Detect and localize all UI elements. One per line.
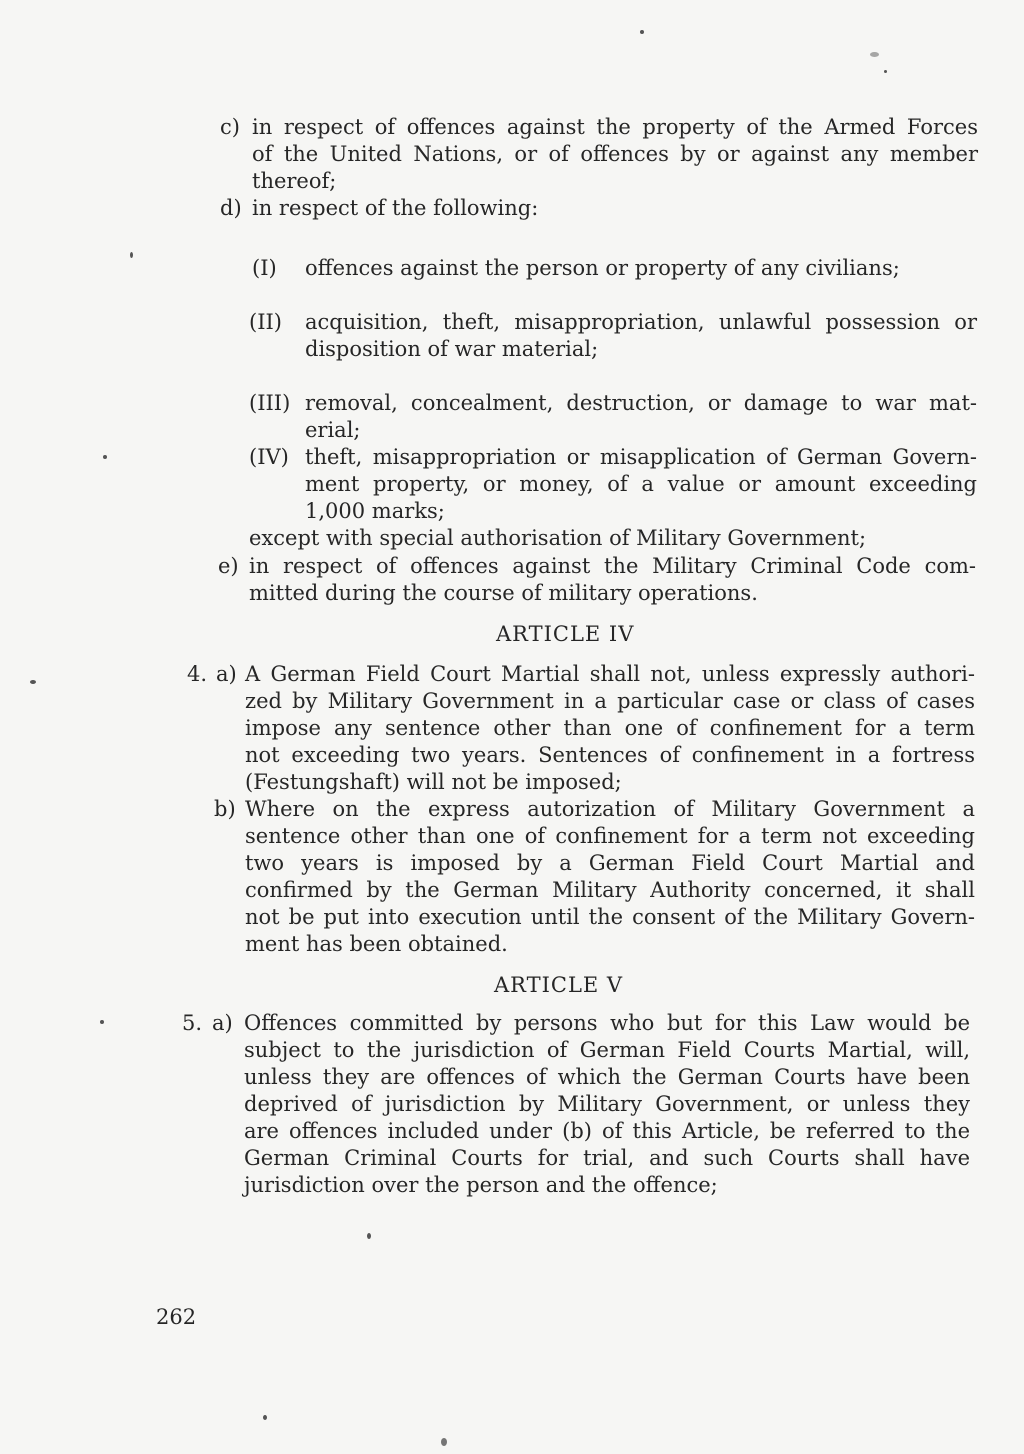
article-iv-heading: ARTICLE IV <box>496 622 635 646</box>
section-d-closing: except with special authorisation of Military Government; <box>249 526 867 550</box>
article-v-a-line-4: deprived of jurisdiction by Military Government, or unless they <box>244 1092 970 1116</box>
article-v-a-line-6: German Criminal Courts for trial, and such Courts shall have <box>244 1146 970 1170</box>
section-d-label: d) <box>220 196 242 220</box>
article-v-number: 5. <box>182 1011 203 1035</box>
section-e-label: e) <box>218 554 239 578</box>
article-v-a-label: a) <box>212 1011 233 1035</box>
item-ii-label: (II) <box>249 310 282 334</box>
article-iv-a-line-1: A German Field Court Martial shall not, unless expressly authori- <box>245 662 975 686</box>
article-iv-a-label: a) <box>216 662 237 686</box>
section-e-line-2: mitted during the course of military operations. <box>249 581 758 605</box>
article-iv-b-label: b) <box>214 797 236 821</box>
article-iv-a-line-3: impose any sentence other than one of confinement for a term <box>245 716 975 740</box>
item-iii-label: (III) <box>249 391 291 415</box>
item-i-line-1: offences against the person or property of any civilians; <box>305 256 900 280</box>
section-e-line-1: in respect of offences against the Military Criminal Code com- <box>249 554 976 578</box>
article-v-a-line-5: are offences included under (b) of this Article, be referred to the <box>244 1119 970 1143</box>
item-iii-line-2: erial; <box>305 418 361 442</box>
article-iv-b-line-2: sentence other than one of confinement for a term not exceeding <box>245 824 975 848</box>
article-v-heading: ARTICLE V <box>494 973 624 997</box>
item-iv-line-1: theft, misappropriation or misapplication of German Govern- <box>305 445 977 469</box>
item-i-label: (I) <box>252 256 277 280</box>
scan-speck <box>441 1438 447 1446</box>
item-iv-label: (IV) <box>249 445 289 469</box>
scan-speck <box>103 455 107 459</box>
article-v-a-line-7: jurisdiction over the person and the offence; <box>244 1173 718 1197</box>
scan-speck <box>367 1233 371 1239</box>
article-iv-b-line-1: Where on the express autorization of Military Government a <box>245 797 975 821</box>
article-iv-a-line-2: zed by Military Government in a particular case or class of cases <box>245 689 975 713</box>
article-iv-b-line-6: ment has been obtained. <box>245 932 508 956</box>
item-iv-line-3: 1,000 marks; <box>305 499 445 523</box>
scan-speck <box>870 52 879 57</box>
article-iv-a-line-5: (Festungshaft) will not be imposed; <box>245 770 622 794</box>
article-v-a-line-2: subject to the jurisdiction of German Field Courts Martial, will, <box>244 1038 970 1062</box>
article-iv-b-line-4: confirmed by the German Military Authority concerned, it shall <box>245 878 975 902</box>
section-c-line-2: of the United Nations, or of offences by or against any member <box>252 142 978 166</box>
scan-speck <box>130 252 133 258</box>
scan-speck <box>884 70 887 73</box>
item-iv-line-2: ment property, or money, of a value or amount exceeding <box>305 472 977 496</box>
article-iv-b-line-5: not be put into execution until the consent of the Military Govern- <box>245 905 975 929</box>
item-iii-line-1: removal, concealment, destruction, or damage to war mat- <box>305 391 977 415</box>
article-v-a-line-3: unless they are offences of which the German Courts have been <box>244 1065 970 1089</box>
scan-speck <box>263 1415 267 1420</box>
section-c-label: c) <box>220 115 240 139</box>
section-c-line-3: thereof; <box>252 169 337 193</box>
item-ii-line-1: acquisition, theft, misappropriation, unlawful possession or <box>305 310 977 334</box>
scan-speck <box>30 680 36 684</box>
scan-speck <box>100 1020 104 1024</box>
article-v-a-line-1: Offences committed by persons who but for this Law would be <box>244 1011 970 1035</box>
article-iv-number: 4. <box>187 662 208 686</box>
article-iv-a-line-4: not exceeding two years. Sentences of confinement in a fortress <box>245 743 975 767</box>
page-number: 262 <box>156 1305 197 1329</box>
scan-speck <box>640 30 644 34</box>
section-d-intro: in respect of the following: <box>252 196 539 220</box>
item-ii-line-2: disposition of war material; <box>305 337 599 361</box>
article-iv-b-line-3: two years is imposed by a German Field Court Martial and <box>245 851 975 875</box>
section-c-line-1: in respect of offences against the property of the Armed Forces <box>252 115 978 139</box>
